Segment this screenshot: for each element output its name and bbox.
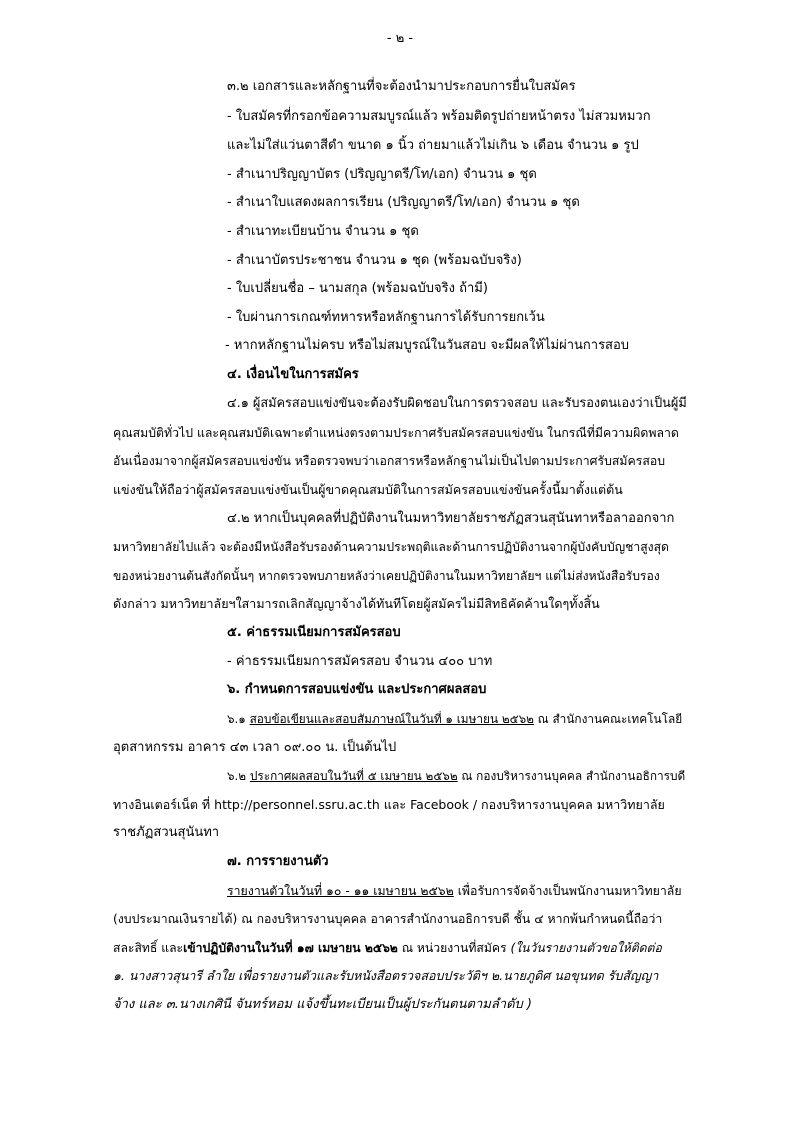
s7-line4: ๑. นางสาวสุนารี ลำใย เพื่อรายงานตัวและรับหนังสือตรวจสอบประวัติฯ ๒.นายภูดิศ นอขุนทด รับสัญญา xyxy=(113,968,659,983)
docs-item: - สำเนาปริญญาบัตร (ปริญญาตรี/โท/เอก) จำนวน ๑ ชุด xyxy=(227,167,537,182)
s6-p2-line3: ราชภัฏสวนสุนันทา xyxy=(113,825,220,840)
report-date: รายงานตัวในวันที่ ๑๐ - ๑๑ เมษายน ๒๕๖๒ xyxy=(227,884,454,898)
s4-p2-line: ๔.๒ หากเป็นบุคคลที่ปฏิบัติงานในมหาวิทยาลัยราชภัฏสวนสุนันทาหรือลาออกจาก xyxy=(227,511,675,526)
s6-p1-line2: อุตสาหกรรม อาคาร ๔๓ เวลา ๐๙.๐๐ น. เป็นต้นไป xyxy=(113,740,397,755)
docs-item: - ใบผ่านการเกณฑ์ทหารหรือหลักฐานการได้รับการยกเว้น xyxy=(227,310,545,325)
s7-line3-note: (ในวันรายงานตัวขอให้ติดต่อ xyxy=(510,941,662,955)
s4-p1-line: คุณสมบัติทั่วไป และคุณสมบัติเฉพาะตำแหน่งตรงตามประกาศรับสมัครสอบแข่งขัน ในกรณีที่มีความผิดพลาด xyxy=(113,426,679,440)
s4-p2-line: ของหน่วยงานต้นสังกัดนั้นๆ หากตรวจพบภายหลังว่าเคยปฏิบัติงานในมหาวิทยาลัยฯ แต่ไม่ส่งหนังสือรับรอง xyxy=(113,569,660,583)
s7-line2: (งบประมาณเงินรายได้) ณ กองบริหารงานบุคคล อาคารสำนักงานอธิการบดี ชั้น ๔ หากพ้นกำหนดนี้ถือว่า xyxy=(113,912,663,926)
section-5-heading: ๕. ค่าธรรมเนียมการสมัครสอบ xyxy=(227,625,401,640)
section-4-heading: ๔. เงื่อนไขในการสมัคร xyxy=(227,367,359,382)
s7-line5: จ้าง และ ๓.นางเกศินี จันทร์หอม แจ้งขึ้นทะเบียนเป็นผู้ประกันตนตามลำดับ ) xyxy=(113,997,532,1012)
docs-item: - หากหลักฐานไม่ครบ หรือไม่สมบูรณ์ในวันสอบ จะมีผลให้ไม่ผ่านการสอบ xyxy=(225,338,630,353)
section-6-heading: ๖. กำหนดการสอบแข่งขัน และประกาศผลสอบ xyxy=(227,682,487,697)
s7-line3 xyxy=(113,939,662,957)
s6-p2-prefix: ๖.๒ xyxy=(227,769,250,783)
docs-item: - สำเนาบัตรประชาชน จำนวน ๑ ชุด (พร้อมฉบับจริง) xyxy=(227,253,522,268)
docs-item: - สำเนาใบแสดงผลการเรียน (ปริญญาตรี/โท/เอก) จำนวน ๑ ชุด xyxy=(227,195,580,210)
s6-p2-line2: ทางอินเตอร์เน็ต ที่ http://personnel.ssru.ac.th และ Facebook / กองบริหารงานบุคคล มหาวิทยาลัย xyxy=(113,797,665,812)
s4-p1-line: ๔.๑ ผู้สมัครสอบแข่งขันจะต้องรับผิดชอบในการตรวจสอบ และรับรองตนเองว่าเป็นผู้มี xyxy=(227,396,687,411)
s7-line1 xyxy=(227,882,682,900)
docs-item: และไม่ใส่แว่นตาสีดำ ขนาด ๑ นิ้ว ถ่ายมาแล้วไม่เกิน ๖ เดือน จำนวน ๑ รูป xyxy=(227,138,639,153)
page-number: - ๒ - xyxy=(386,31,414,46)
s4-p2-line: มหาวิทยาลัยไปแล้ว จะต้องมีหนังสือรับรองด้านความประพฤติและด้านการปฏิบัติงานจากผู้บังคับบัญชาสูงสุด xyxy=(113,540,669,554)
s6-p2-line xyxy=(227,767,685,785)
s6-p1-line xyxy=(227,710,682,728)
fee-line: - ค่าธรรมเนียมการสมัครสอบ จำนวน ๔๐๐ บาท xyxy=(227,654,493,669)
s4-p2-line: ดังกล่าว มหาวิทยาลัยฯใสามารถเลิกสัญญาจ้างได้ทันทีโดยผู้สมัครไม่มีสิทธิคัดค้านใดๆทั้งสิ้น xyxy=(113,596,600,611)
result-date: ประกาศผลสอบในวันที่ ๕ เมษายน ๒๕๖๒ xyxy=(249,769,458,783)
docs-item: - ใบเปลี่ยนชื่อ – นามสกุล (พร้อมฉบับจริง ถ้ามี) xyxy=(227,281,488,296)
s6-p1-prefix: ๖.๑ xyxy=(227,712,250,726)
exam-date: สอบข้อเขียนและสอบสัมภาษณ์ในวันที่ ๑ เมษายน ๒๕๖๒ xyxy=(249,712,534,726)
s6-p2-suffix: ณ กองบริหารงานบุคคล สำนักงานอธิการบดี xyxy=(457,769,686,783)
s7-line1-rest: เพื่อรับการจัดจ้างเป็นพนักงานมหาวิทยาลัย xyxy=(453,884,682,898)
s7-line3-b: ณ หน่วยงานที่สมัคร xyxy=(397,941,511,955)
docs-heading: ๓.๒ เอกสารและหลักฐานที่จะต้องนำมาประกอบการยื่นใบสมัคร xyxy=(227,79,576,94)
s4-p1-line: อันเนื่องมาจากผู้สมัครสอบแข่งขัน หรือตรวจพบว่าเอกสารหรือหลักฐานไม่เป็นไปตามประกาศรับสมัครสอบ xyxy=(113,454,666,468)
s4-p1-line: แข่งขันให้ถือว่าผู้สมัครสอบแข่งขันเป็นผู้ขาดคุณสมบัติในการสมัครสอบแข่งขันครั้งนี้มาตั้งแต่ต้น xyxy=(113,482,623,497)
start-work-date: เข้าปฏิบัติงานในวันที่ ๑๗ เมษายน ๒๕๖๒ xyxy=(183,941,398,955)
s7-line3-a: สละสิทธิ์ และ xyxy=(113,941,184,955)
docs-item: - ใบสมัครที่กรอกข้อความสมบูรณ์แล้ว พร้อมติดรูปถ่ายหน้าตรง ไม่สวมหมวก xyxy=(227,109,651,124)
section-7-heading: ๗. การรายงานตัว xyxy=(227,854,329,869)
s6-p1-suffix: ณ สำนักงานคณะเทคโนโลยี xyxy=(533,712,683,726)
docs-item: - สำเนาทะเบียนบ้าน จำนวน ๑ ชุด xyxy=(227,224,419,239)
